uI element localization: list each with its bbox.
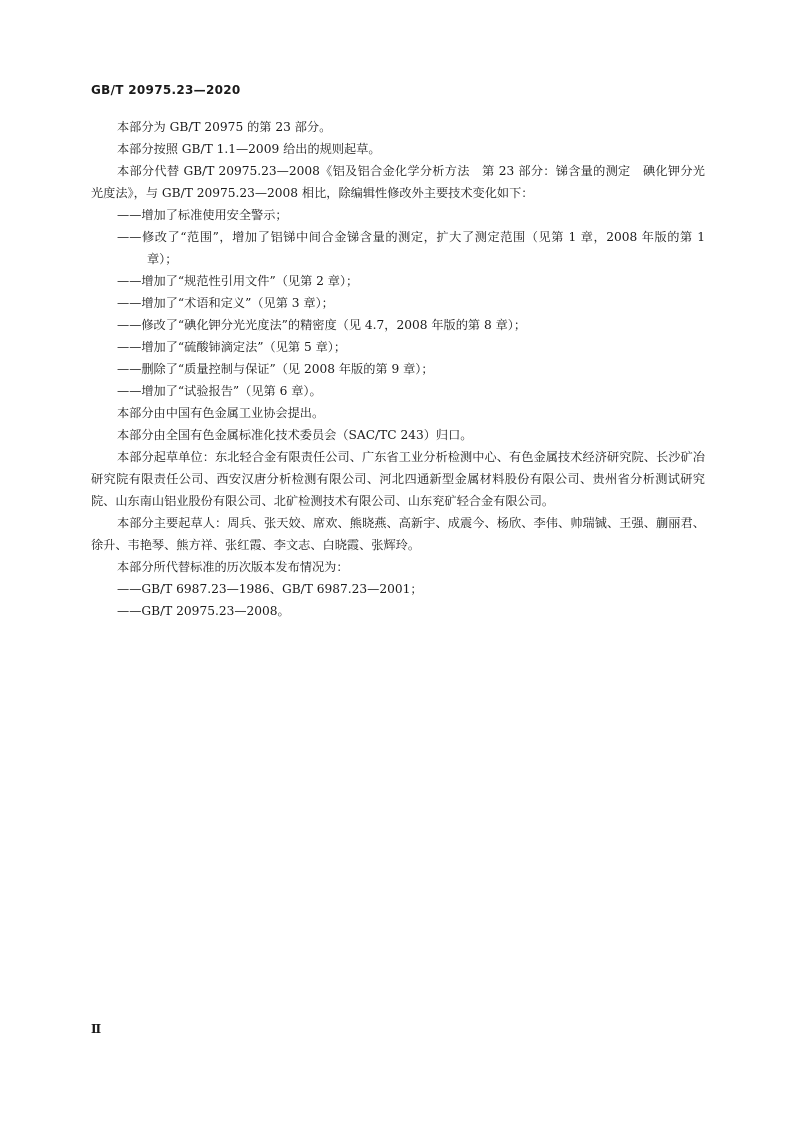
history-item: ——GB/T 6987.23—1986、GB/T 6987.23—2001；: [117, 582, 423, 596]
change-item: ——增加了标准使用安全警示；: [117, 208, 288, 222]
paragraph-proposer: 本部分由中国有色金属工业协会提出。: [117, 406, 325, 420]
paragraph-committee: 本部分由全国有色金属标准化技术委员会（SAC/TC 243）归口。: [117, 428, 473, 442]
change-item: ——删除了“质量控制与保证”（见 2008 年版的第 9 章）；: [117, 362, 434, 376]
change-item: ——增加了“规范性引用文件”（见第 2 章）；: [117, 274, 359, 288]
page-header-standard-number: GB/T 20975.23—2020: [91, 83, 241, 97]
paragraph-drafting-units: 本部分起草单位：东北轻合金有限责任公司、广东省工业分析检测中心、有色金属技术经济研究院、长沙矿冶研究院有限责任公司、西安汉唐分析检测有限公司、河北四通新型金属材料股份有限公司、贵州省分析测试研究院、山东南山铝业股份有限公司、北矿检测技术有限公司、山东兖矿轻合金有限公司。: [91, 450, 705, 508]
paragraph-replacement: 本部分代替 GB/T 20975.23—2008《铝及铝合金化学分析方法 第 23 部分：锑含量的测定 碘化钾分光光度法》，与 GB/T 20975.23—2008 相比，除编辑性修改外主要技术变化如下：: [91, 164, 705, 200]
foreword-body: [91, 116, 705, 622]
page-number: Ⅱ: [91, 1022, 102, 1036]
change-item: ——增加了“硫酸铈滴定法”（见第 5 章）；: [117, 340, 347, 354]
paragraph-part-statement: 本部分为 GB/T 20975 的第 23 部分。: [117, 120, 332, 134]
change-item: ——修改了“碘化钾分光光度法”的精密度（见 4.7，2008 年版的第 8 章）；: [117, 318, 527, 332]
paragraph-history-intro: 本部分所代替标准的历次版本发布情况为：: [117, 560, 349, 574]
paragraph-drafters: 本部分主要起草人：周兵、张天姣、席欢、熊晓燕、高新宇、成震今、杨欣、李伟、帅瑞铖、王强、蒯丽君、徐升、韦艳琴、熊方祥、张红霞、李文志、白晓霞、张辉玲。: [91, 516, 705, 552]
change-item: ——增加了“试验报告”（见第 6 章）。: [117, 384, 322, 398]
history-item: ——GB/T 20975.23—2008。: [117, 604, 290, 618]
change-item: ——增加了“术语和定义”（见第 3 章）；: [117, 296, 334, 310]
change-item: ——修改了“范围”，增加了铝锑中间合金锑含量的测定，扩大了测定范围（见第 1 章，2008 年版的第 1 章）；: [117, 230, 705, 266]
paragraph-drafting-rules: 本部分按照 GB/T 1.1—2009 给出的规则起草。: [117, 142, 381, 156]
